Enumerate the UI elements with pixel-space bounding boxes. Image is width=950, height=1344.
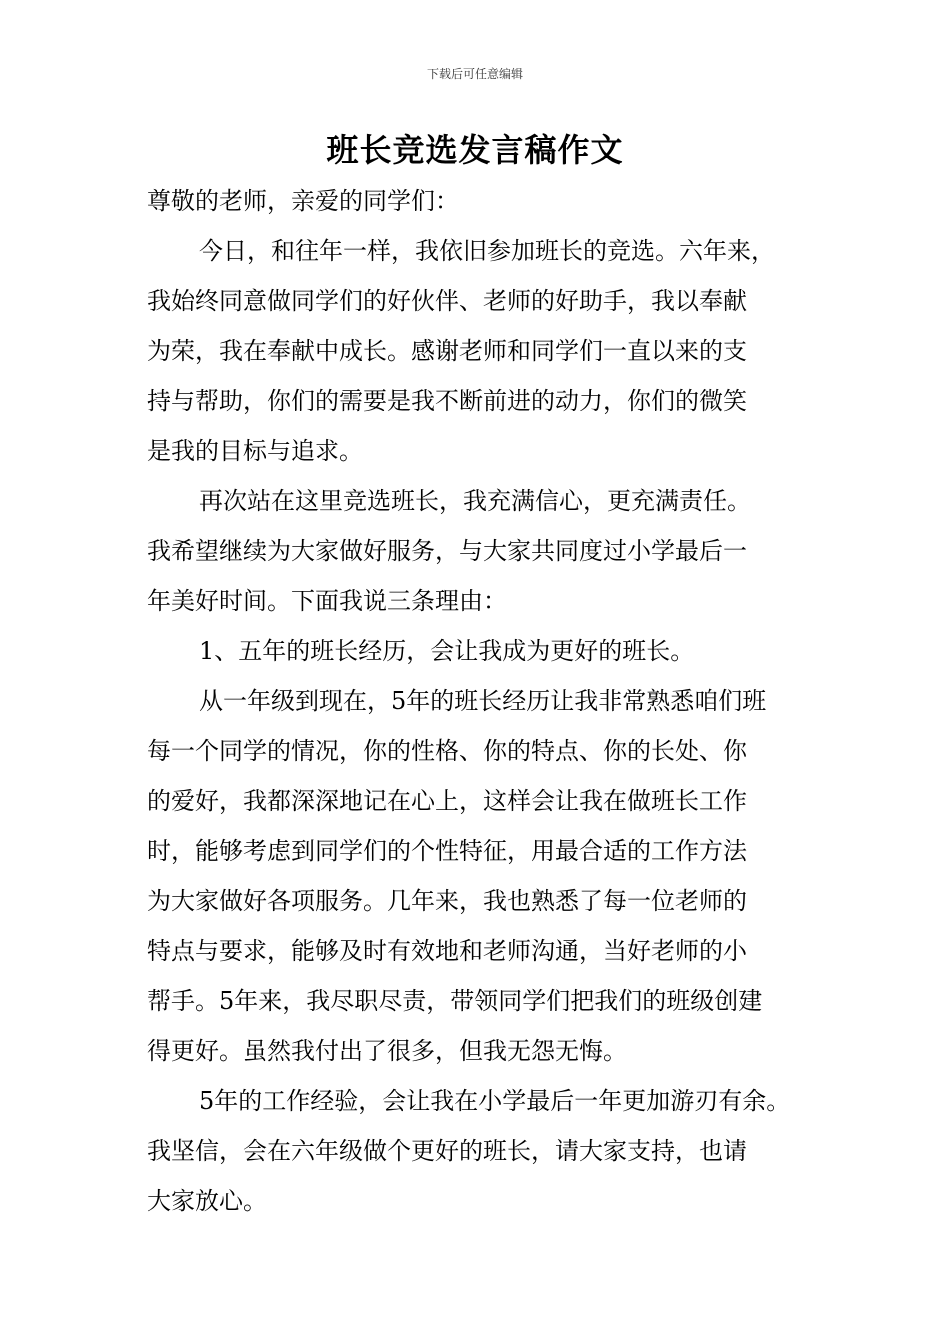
paragraph-line: 持与帮助，你们的需要是我不断前进的动力，你们的微笑	[147, 387, 747, 415]
paragraph-line: 我希望继续为大家做好服务，与大家共同度过小学最后一	[147, 537, 747, 565]
paragraph-line: 得更好。虽然我付出了很多，但我无怨无悔。	[147, 1037, 627, 1065]
paragraph-line: 再次站在这里竞选班长，我充满信心，更充满责任。	[199, 487, 751, 515]
reason-heading: 1、五年的班长经历，会让我成为更好的班长。	[199, 637, 695, 665]
paragraph-line: 我始终同意做同学们的好伙伴、老师的好助手，我以奉献	[147, 287, 747, 315]
paragraph-line: 大家放心。	[147, 1187, 267, 1215]
paragraph-line: 今日，和往年一样，我依旧参加班长的竞选。六年来，	[199, 237, 775, 265]
document-body	[147, 176, 827, 1226]
paragraph-line: 特点与要求，能够及时有效地和老师沟通，当好老师的小	[147, 937, 747, 965]
paragraph-line: 帮手。5年来，我尽职尽责，带领同学们把我们的班级创建	[147, 987, 763, 1015]
document-title: 班长竞选发言稿作文	[326, 131, 624, 169]
paragraph-line: 年美好时间。下面我说三条理由：	[147, 587, 507, 615]
paragraph-line: 的爱好，我都深深地记在心上，这样会让我在做班长工作	[147, 787, 747, 815]
paragraph-line: 为大家做好各项服务。几年来，我也熟悉了每一位老师的	[147, 887, 747, 915]
paragraph-line: 每一个同学的情况，你的性格、你的特点、你的长处、你	[147, 737, 747, 765]
paragraph-line: 时，能够考虑到同学们的个性特征，用最合适的工作方法	[147, 837, 747, 865]
salutation-line: 尊敬的老师，亲爱的同学们：	[147, 187, 459, 215]
paragraph-line: 是我的目标与追求。	[147, 437, 363, 465]
paragraph-line: 从一年级到现在，5年的班长经历让我非常熟悉咱们班	[199, 687, 767, 715]
header-note: 下载后可任意编辑	[426, 67, 523, 81]
paragraph-line: 5年的工作经验，会让我在小学最后一年更加游刃有余。	[199, 1087, 791, 1115]
paragraph-line: 我坚信，会在六年级做个更好的班长，请大家支持，也请	[147, 1137, 747, 1165]
paragraph-line: 为荣，我在奉献中成长。感谢老师和同学们一直以来的支	[147, 337, 747, 365]
